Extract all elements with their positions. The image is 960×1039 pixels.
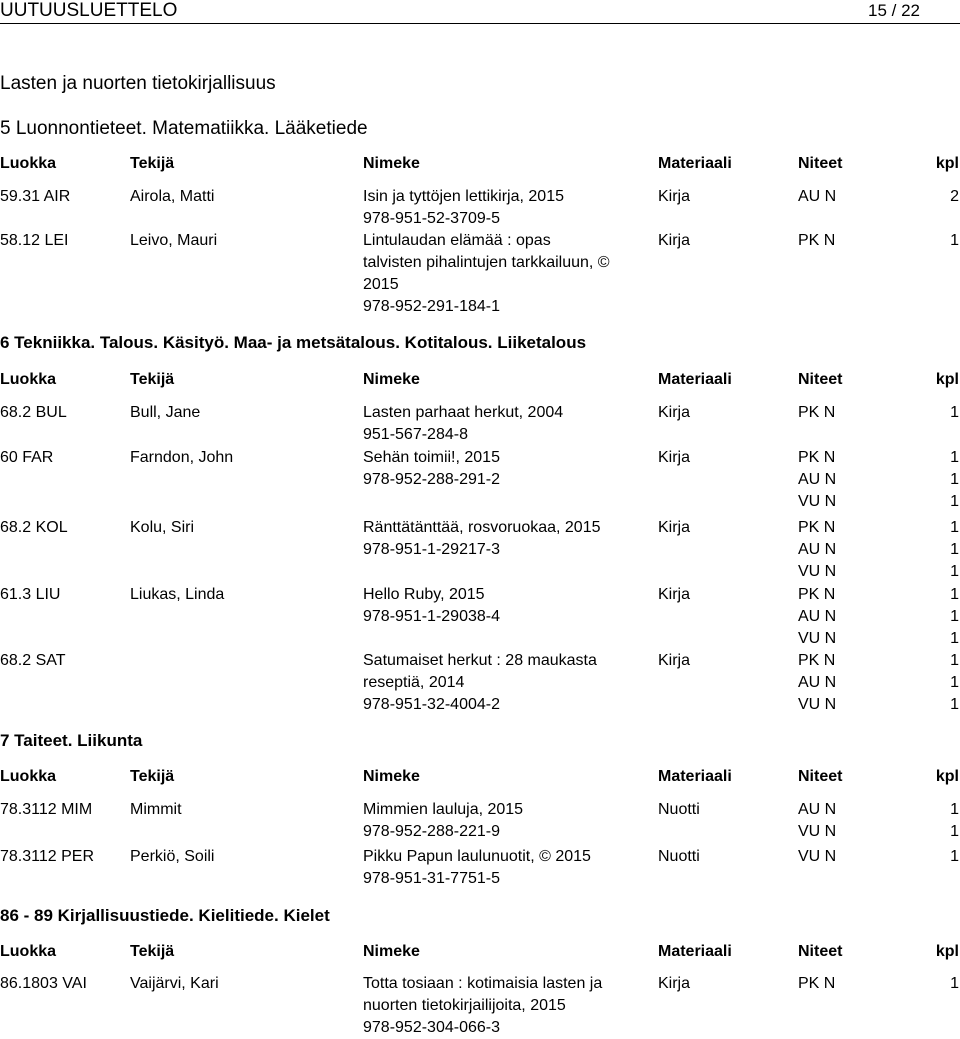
column-header-luokka: Luokka <box>0 768 57 785</box>
column-header-luokka: Luokka <box>0 155 57 172</box>
isbn: 951-567-284-8 <box>363 426 468 443</box>
count: 1 <box>950 586 959 603</box>
author: Farndon, John <box>130 449 234 466</box>
title-line: Isin ja tyttöjen lettikirja, 2015 <box>363 188 564 205</box>
location: VU N <box>798 493 837 510</box>
count: 1 <box>950 519 959 536</box>
class-code: 60 FAR <box>0 449 54 466</box>
title-block <box>363 650 653 716</box>
column-header-luokka: Luokka <box>0 943 57 960</box>
column-header-niteet: Niteet <box>798 943 843 960</box>
isbn: 978-952-288-291-2 <box>363 471 500 488</box>
title-block <box>363 584 653 628</box>
location: PK N <box>798 404 836 421</box>
title-line: Pikku Papun laulunuotit, © 2015 <box>363 848 591 865</box>
class-code: 86.1803 VAI <box>0 975 87 992</box>
isbn: 978-951-31-7751-5 <box>363 870 500 887</box>
material-type: Kirja <box>658 232 691 249</box>
class-code: 68.2 BUL <box>0 404 67 421</box>
title-block <box>363 186 653 230</box>
copies-location <box>798 186 836 208</box>
copies-count <box>950 447 959 513</box>
title-line: reseptiä, 2014 <box>363 674 465 691</box>
title-line: Ränttätänttää, rosvoruokaa, 2015 <box>363 519 601 536</box>
count: 1 <box>950 563 959 580</box>
column-header-kpl: kpl <box>935 155 959 172</box>
location: AU N <box>798 541 837 558</box>
isbn: 978-952-304-066-3 <box>363 1019 500 1036</box>
section-heading: 5 Luonnontieteet. Matematiikka. Lääketiede <box>0 118 368 139</box>
material-type: Nuotti <box>658 801 700 818</box>
location: PK N <box>798 519 836 536</box>
copies-location <box>798 973 835 995</box>
copies-location <box>798 447 836 513</box>
copies-location <box>798 799 836 843</box>
copies-location <box>798 517 836 583</box>
isbn: 978-951-52-3709-5 <box>363 210 500 227</box>
count: 1 <box>950 630 959 647</box>
document-title: UUTUUSLUETTELO <box>0 0 178 21</box>
location: VU N <box>798 823 837 840</box>
count: 1 <box>950 449 959 466</box>
location: AU N <box>798 674 837 691</box>
location: PK N <box>798 652 836 669</box>
material-type: Kirja <box>658 975 691 992</box>
location: VU N <box>798 848 837 865</box>
copies-location <box>798 650 836 716</box>
author: Kolu, Siri <box>130 519 195 536</box>
count: 1 <box>950 801 959 818</box>
title-line: 2015 <box>363 276 399 293</box>
location: AU N <box>798 188 837 205</box>
header-divider <box>0 23 960 24</box>
location: AU N <box>798 608 837 625</box>
copies-count <box>950 402 959 424</box>
author: Leivo, Mauri <box>130 232 218 249</box>
author: Airola, Matti <box>130 188 215 205</box>
copies-location <box>798 846 836 868</box>
copies-count <box>950 186 959 208</box>
location: AU N <box>798 471 837 488</box>
column-header-tekija: Tekijä <box>130 371 175 388</box>
location: AU N <box>798 801 837 818</box>
author: Vaijärvi, Kari <box>130 975 219 992</box>
column-header-materiaali: Materiaali <box>658 768 732 785</box>
count: 1 <box>950 608 959 625</box>
copies-location <box>798 230 835 252</box>
column-header-kpl: kpl <box>935 371 959 388</box>
location: VU N <box>798 696 837 713</box>
class-code: 68.2 SAT <box>0 652 66 669</box>
class-code: 58.12 LEI <box>0 232 69 249</box>
column-header-niteet: Niteet <box>798 768 843 785</box>
isbn: 978-951-1-29038-4 <box>363 608 500 625</box>
column-header-materiaali: Materiaali <box>658 943 732 960</box>
author: Perkiö, Soili <box>130 848 215 865</box>
count: 1 <box>950 652 959 669</box>
column-header-materiaali: Materiaali <box>658 371 732 388</box>
copies-count <box>950 973 959 995</box>
column-header-kpl: kpl <box>935 768 959 785</box>
column-header-nimeke: Nimeke <box>363 371 420 388</box>
title-line: Totta tosiaan : kotimaisia lasten ja <box>363 975 603 992</box>
column-header-nimeke: Nimeke <box>363 155 420 172</box>
isbn: 978-951-32-4004-2 <box>363 696 500 713</box>
section-heading: 6 Tekniikka. Talous. Käsityö. Maa- ja metsätalous. Kotitalous. Liiketalous <box>0 333 587 352</box>
count: 1 <box>950 696 959 713</box>
material-type: Kirja <box>658 519 691 536</box>
count: 1 <box>950 823 959 840</box>
location: PK N <box>798 975 836 992</box>
location: VU N <box>798 630 837 647</box>
material-type: Kirja <box>658 188 691 205</box>
title-block <box>363 517 653 561</box>
class-code: 68.2 KOL <box>0 519 68 536</box>
title-block <box>363 447 653 491</box>
material-type: Kirja <box>658 449 691 466</box>
title-block <box>363 973 653 1039</box>
title-block <box>363 402 653 446</box>
column-header-nimeke: Nimeke <box>363 943 420 960</box>
author: Mimmit <box>130 801 182 818</box>
count: 1 <box>950 975 959 992</box>
title-block <box>363 799 653 843</box>
location: PK N <box>798 586 836 603</box>
page-number: 15 / 22 <box>868 1 920 20</box>
author: Bull, Jane <box>130 404 201 421</box>
column-header-tekija: Tekijä <box>130 943 175 960</box>
count: 1 <box>950 674 959 691</box>
class-code: 61.3 LIU <box>0 586 61 603</box>
class-code: 59.31 AIR <box>0 188 71 205</box>
material-type: Kirja <box>658 404 691 421</box>
copies-count <box>950 799 959 843</box>
title-line: Satumaiset herkut : 28 maukasta <box>363 652 597 669</box>
title-line: Mimmien lauluja, 2015 <box>363 801 524 818</box>
column-header-nimeke: Nimeke <box>363 768 420 785</box>
column-header-materiaali: Materiaali <box>658 155 732 172</box>
count: 1 <box>950 848 959 865</box>
category-heading: Lasten ja nuorten tietokirjallisuus <box>0 73 276 94</box>
title-line: Lintulaudan elämää : opas <box>363 232 551 249</box>
material-type: Kirja <box>658 586 691 603</box>
title-line: Lasten parhaat herkut, 2004 <box>363 404 564 421</box>
column-header-tekija: Tekijä <box>130 768 175 785</box>
isbn: 978-952-288-221-9 <box>363 823 500 840</box>
material-type: Nuotti <box>658 848 700 865</box>
location: VU N <box>798 563 837 580</box>
copies-count <box>950 517 959 583</box>
count: 1 <box>950 493 959 510</box>
material-type: Kirja <box>658 652 691 669</box>
title-line: nuorten tietokirjailijoita, 2015 <box>363 997 566 1014</box>
column-header-luokka: Luokka <box>0 371 57 388</box>
copies-count <box>950 650 959 716</box>
count: 2 <box>950 188 959 205</box>
title-line: Sehän toimii!, 2015 <box>363 449 500 466</box>
column-header-niteet: Niteet <box>798 155 843 172</box>
copies-count <box>950 846 959 868</box>
isbn: 978-952-291-184-1 <box>363 298 500 315</box>
title-line: Hello Ruby, 2015 <box>363 586 485 603</box>
count: 1 <box>950 404 959 421</box>
count: 1 <box>950 541 959 558</box>
copies-count <box>950 584 959 650</box>
copies-count <box>950 230 959 252</box>
column-header-niteet: Niteet <box>798 371 843 388</box>
title-line: talvisten pihalintujen tarkkailuun, © <box>363 254 610 271</box>
location: PK N <box>798 232 836 249</box>
isbn: 978-951-1-29217-3 <box>363 541 500 558</box>
class-code: 78.3112 PER <box>0 848 94 865</box>
copies-location <box>798 402 835 424</box>
copies-location <box>798 584 836 650</box>
count: 1 <box>950 232 959 249</box>
column-header-tekija: Tekijä <box>130 155 175 172</box>
section-heading: 86 - 89 Kirjallisuustiede. Kielitiede. Kielet <box>0 906 330 925</box>
count: 1 <box>950 471 959 488</box>
column-header-kpl: kpl <box>935 943 959 960</box>
author: Liukas, Linda <box>130 586 225 603</box>
title-block <box>363 846 653 890</box>
class-code: 78.3112 MIM <box>0 801 93 818</box>
section-heading: 7 Taiteet. Liikunta <box>0 731 143 750</box>
title-block <box>363 230 653 318</box>
location: PK N <box>798 449 836 466</box>
